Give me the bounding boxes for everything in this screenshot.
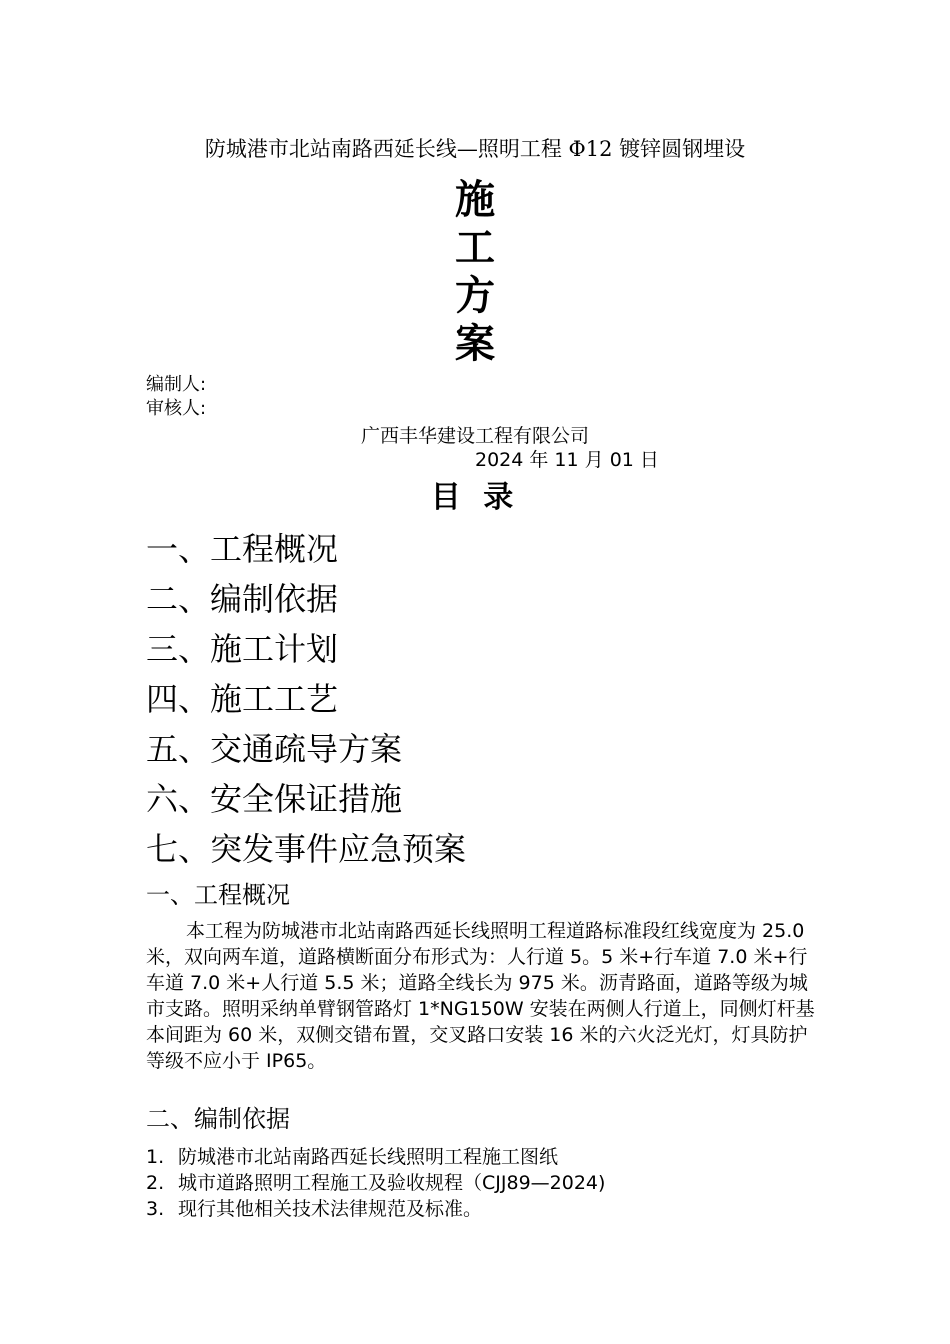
reference-text: 城市道路照明工程施工及验收规程（CJJ89—2024) <box>178 1172 606 1194</box>
toc-item: 六、安全保证措施 <box>146 780 403 818</box>
reference-list <box>146 1144 605 1222</box>
reference-text: 防城港市北站南路西延长线照明工程施工图纸 <box>178 1146 559 1168</box>
toc-item: 四、施工工艺 <box>146 680 339 718</box>
toc-item: 三、施工计划 <box>146 630 339 668</box>
section-1-paragraph: 本工程为防城港市北站南路西延长线照明工程道路标准段红线宽度为 25.0 米，双向两车道，道路横断面分布形式为：人行道 5。5 米+行车道 7.0 米+行车道 7.0 米+人行道 5.5 米；道路全线长为 975 米。沥青路面，道路等级为城市支路。照明采纳单臂钢管路灯 1*NG150W 安装在两侧人行道上，同侧灯杆基本间距为 60 米，双侧交错布置，交叉路口安装 16 米的六火泛光灯，灯具防护等级不应小于 IP65。 <box>146 920 815 1072</box>
company-name: 广西丰华建设工程有限公司 <box>360 425 589 447</box>
big-title-char-4: 案 <box>455 321 495 367</box>
reference-item <box>146 1196 605 1222</box>
big-title-char-3: 方 <box>455 273 495 319</box>
reference-number: 2. <box>146 1172 165 1194</box>
reference-number: 3. <box>146 1198 165 1220</box>
section-1-heading: 一、工程概况 <box>146 881 290 909</box>
reference-text: 现行其他相关技术法律规范及标准。 <box>178 1198 483 1220</box>
reference-number: 1. <box>146 1146 165 1168</box>
reference-item <box>146 1144 605 1170</box>
document-date: 2024 年 11 月 01 日 <box>475 449 659 471</box>
big-title-char-1: 施 <box>455 177 495 223</box>
big-title-char-2: 工 <box>455 225 495 271</box>
section-2-heading: 二、编制依据 <box>146 1105 290 1133</box>
toc-item: 五、交通疏导方案 <box>146 730 403 768</box>
toc-item: 一、工程概况 <box>146 530 339 568</box>
toc-heading: 目 录 <box>430 480 520 515</box>
toc-item: 二、编制依据 <box>146 580 339 618</box>
reviewed-by-label: 审核人: <box>146 398 207 419</box>
toc-list <box>146 524 466 874</box>
prepared-by-label: 编制人: <box>146 374 207 395</box>
reference-item <box>146 1170 605 1196</box>
document-title-line: 防城港市北站南路西延长线—照明工程 Φ12 镀锌圆钢埋设 <box>204 137 746 161</box>
toc-item: 七、突发事件应急预案 <box>146 830 467 868</box>
